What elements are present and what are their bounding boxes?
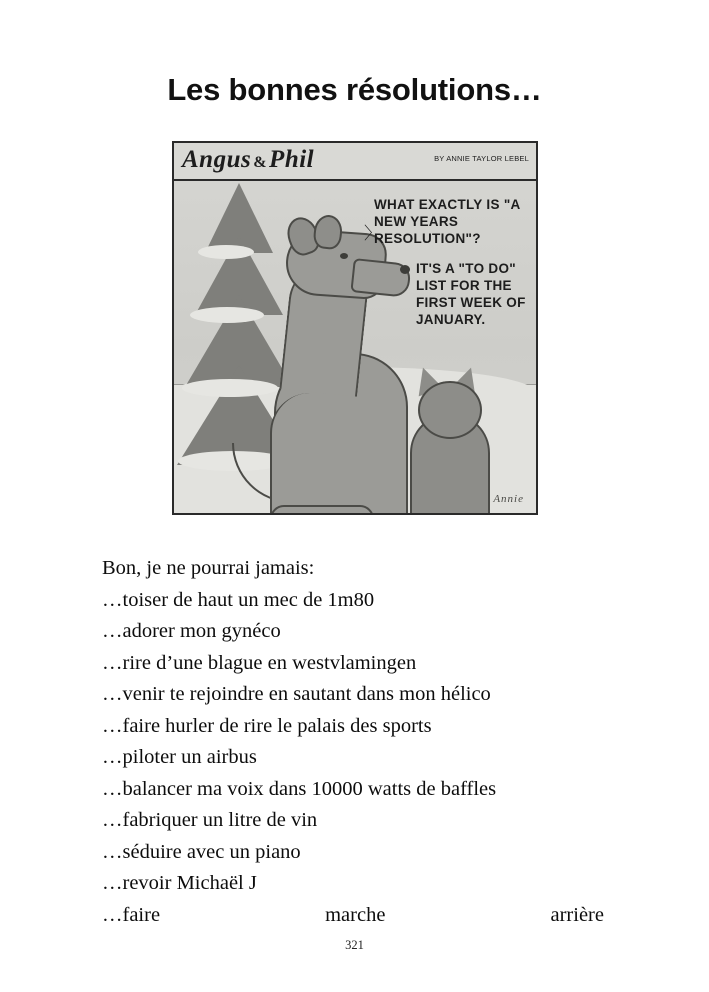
dog-nose <box>400 265 410 274</box>
list-item: …rire d’une blague en westvlamingen <box>102 651 417 674</box>
comic-title-part2: Phil <box>269 146 315 173</box>
dog-chest <box>270 393 342 515</box>
comic-balloon-text-1: WHAT EXACTLY IS "A NEW YEARS RESOLUTION"? <box>374 197 521 246</box>
page-title: Les bonnes résolutions… <box>167 72 542 107</box>
comic-masthead <box>174 143 536 181</box>
dog-leg <box>270 505 374 515</box>
comic-credit: BY ANNIE TAYLOR LEBEL <box>434 154 529 163</box>
list-item: …séduire avec un piano <box>102 840 301 863</box>
list-item: …adorer mon gynéco <box>102 620 281 642</box>
list-item: …revoir Michaël J <box>102 872 257 894</box>
snow-cap <box>182 379 278 397</box>
list-item: …faire hurler de rire le palais des sports <box>102 714 432 737</box>
comic-canvas <box>174 143 536 513</box>
comic-title-amp: & <box>253 154 268 171</box>
comic-title-part1: Angus <box>182 146 252 173</box>
resolution-list <box>102 553 622 931</box>
list-item-last-part2: marche <box>325 903 386 926</box>
dog-eye <box>340 253 348 259</box>
comic-masthead-title <box>182 146 314 174</box>
cat-figure <box>402 371 494 515</box>
list-item-last-part1: …faire <box>102 903 161 926</box>
artist-signature: Annie <box>493 493 524 505</box>
page-number: 321 <box>345 938 364 952</box>
snow-cap <box>198 245 254 259</box>
list-item-last-part3: arrière <box>550 903 604 926</box>
list-item: …fabriquer un litre de vin <box>102 809 318 831</box>
comic-strip-image <box>172 141 538 515</box>
list-item: …piloter un airbus <box>102 746 257 768</box>
speech-pointer-icon: 〉 <box>364 224 381 243</box>
snow-cap <box>190 307 264 323</box>
list-item-last <box>102 900 604 932</box>
list-item: …balancer ma voix dans 10000 watts de baffles <box>102 777 497 800</box>
list-item: …toiser de haut un mec de 1m80 <box>102 588 375 611</box>
dog-snout <box>350 258 411 298</box>
comic-balloon-text-2: IT'S A "TO DO" LIST FOR THE FIRST WEEK OF JANUARY. <box>416 261 526 327</box>
list-intro: Bon, je ne pourrai jamais: <box>102 557 315 579</box>
list-item: …venir te rejoindre en sautant dans mon hélico <box>102 683 491 705</box>
cat-head <box>418 381 482 439</box>
